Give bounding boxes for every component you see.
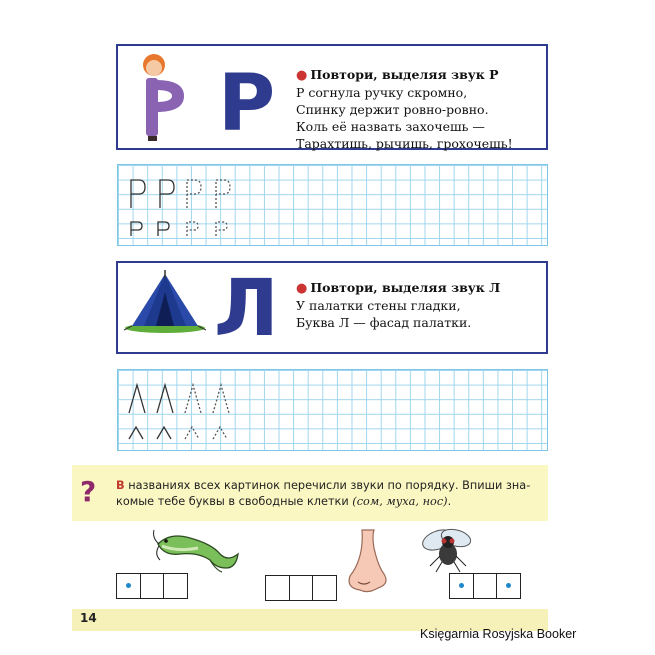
vowel-dot [459,583,464,588]
nose-icon [344,528,394,598]
vowel-dot [506,583,511,588]
poem-l-line: Буква Л — фасад палатки. [296,315,472,330]
big-letter-l: Л [214,264,279,354]
fly-icon [418,526,476,574]
watermark: Księgarnia Rosyjska Booker [420,627,577,641]
task-highlight: В [116,479,125,492]
bullet-icon: ● [296,281,308,296]
poem-r-line: Тарахтишь, рычишь, грохочешь! [296,136,513,151]
task-instructions [116,478,546,510]
boy-letter-r-icon [134,52,190,144]
tent-icon [122,270,208,334]
poem-r-line: Коль её назвать захочешь — [296,119,485,134]
poem-r [296,66,513,152]
big-letter-r: Р [218,59,276,149]
task-end: . [447,495,452,508]
answer-cell[interactable] [312,575,337,601]
answer-cell[interactable] [116,573,141,599]
bullet-icon: ● [296,68,308,83]
poem-l-line: У палатки стены гладки, [296,298,461,313]
answer-cell[interactable] [449,573,474,599]
answer-cell[interactable] [265,575,290,601]
task-examples: (сом, муха, нос) [352,495,448,508]
answer-cells-catfish[interactable] [116,573,187,599]
answer-cells-fly[interactable] [449,573,520,599]
poem-l-heading: ● Повтори, выделяя звук Л [296,280,501,296]
trace-letters-r [117,164,257,246]
vowel-dot [126,583,131,588]
answer-cell[interactable] [140,573,165,599]
poem-l [296,279,500,331]
answer-cell[interactable] [163,573,188,599]
trace-letters-l [117,369,257,451]
catfish-icon [150,524,245,574]
answer-cells-nose[interactable] [265,575,336,601]
poem-r-line: Спинку держит ровно-ровно. [296,102,489,117]
question-mark-icon: ? [80,475,97,508]
answer-cell[interactable] [496,573,521,599]
answer-cell[interactable] [473,573,498,599]
poem-r-line: Р согнула ручку скромно, [296,85,468,100]
poem-r-heading: ● Повтори, выделяя звук Р [296,67,499,83]
page-number: 14 [80,611,97,625]
answer-cell[interactable] [289,575,314,601]
task-text: названиях всех картинок перечисли звуки по порядку. Впиши зна-комые тебе буквы в свободные клетки [116,479,531,508]
